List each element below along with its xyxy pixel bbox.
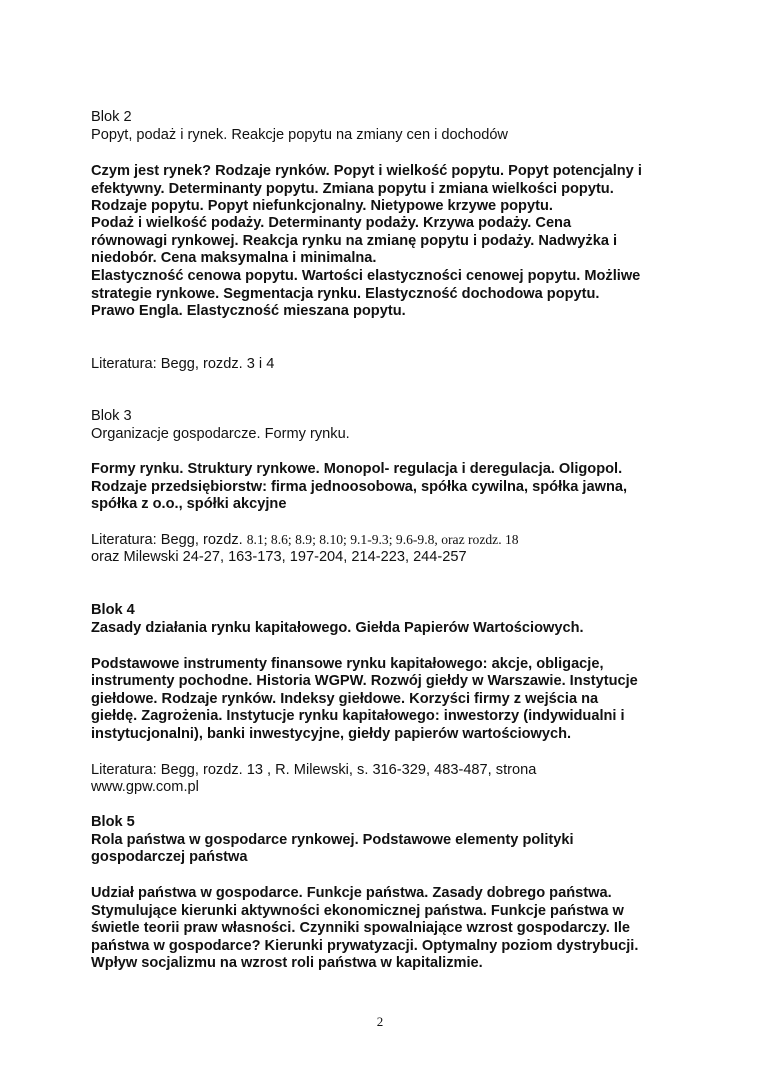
page-number: 2 — [376, 1014, 384, 1029]
blok3-literature-chapters: 8.1; 8.6; 8.9; 8.10; 9.1-9.3; 9.6-9.8, oraz rozdz. 18 — [246, 532, 519, 547]
blok4-body-line: giełdowe. Rodzaje rynków. Indeksy giełdowe. Korzyści firmy z wejścia na — [91, 691, 599, 707]
blok4-title: Zasady działania rynku kapitałowego. Giełda Papierów Wartościowych. — [91, 620, 584, 636]
blok2-body-line: Podaż i wielkość podaży. Determinanty podaży. Krzywa podaży. Cena — [91, 215, 572, 231]
blok4-heading: Blok 4 — [91, 602, 135, 618]
blok2-body-line: strategie rynkowe. Segmentacja rynku. Elastyczność dochodowa popytu. — [91, 286, 600, 302]
blok4-body-line: Podstawowe instrumenty finansowe rynku kapitałowego: akcje, obligacje, — [91, 656, 604, 672]
blok5-body-line: Wpływ socjalizmu na wzrost roli państwa w kapitalizmie. — [91, 955, 483, 971]
blok5-body-line: świetle teorii praw własności. Czynniki spowalniające wzrost gospodarczy. Ile — [91, 920, 631, 936]
blok2-body-line: Rodzaje popytu. Popyt niefunkcjonalny. Nietypowe krzywe popytu. — [91, 198, 553, 214]
blok3-body-line: Rodzaje przedsiębiorstw: firma jednoosobowa, spółka cywilna, spółka jawna, — [91, 479, 628, 495]
blok2-body-line: równowagi rynkowej. Reakcja rynku na zmianę popytu i podaży. Nadwyżka i — [91, 233, 618, 249]
blok3-literature-line2: oraz Milewski 24-27, 163-173, 197-204, 214-223, 244-257 — [91, 549, 467, 565]
blok3-literature-prefix: Literatura: Begg, rozdz. — [91, 532, 247, 548]
blok2-title: Popyt, podaż i rynek. Reakcje popytu na zmiany cen i dochodów — [91, 127, 508, 143]
blok2-body-line: efektywny. Determinanty popytu. Zmiana popytu i zmiana wielkości popytu. — [91, 181, 614, 197]
blok4-body-line: instrumenty pochodne. Historia WGPW. Rozwój giełdy w Warszawie. Instytucje — [91, 673, 638, 689]
blok2-literature: Literatura: Begg, rozdz. 3 i 4 — [91, 356, 275, 372]
blok4-body-line: instytucjonalni), banki inwestycyjne, giełdy papierów wartościowych. — [91, 726, 572, 742]
blok5-body-line: Stymulujące kierunki aktywności ekonomicznej państwa. Funkcje państwa w — [91, 903, 624, 919]
blok5-title-line: Rola państwa w gospodarce rynkowej. Podstawowe elementy polityki — [91, 832, 574, 848]
blok4-literature-link: www.gpw.com.pl — [91, 779, 199, 795]
blok3-body-line: Formy rynku. Struktury rynkowe. Monopol- regulacja i deregulacja. Oligopol. — [91, 461, 623, 477]
blok5-body-line: Udział państwa w gospodarce. Funkcje państwa. Zasady dobrego państwa. — [91, 885, 612, 901]
blok4-body-line: giełdę. Zagrożenia. Instytucje rynku kapitałowego: inwestorzy (indywidualni i — [91, 708, 625, 724]
blok2-body-line: niedobór. Cena maksymalna i minimalna. — [91, 250, 377, 266]
blok5-title-line: gospodarczej państwa — [91, 849, 248, 865]
blok3-heading: Blok 3 — [91, 408, 132, 424]
blok5-heading: Blok 5 — [91, 814, 135, 830]
blok3-literature — [91, 531, 519, 549]
blok2-body-line: Elastyczność cenowa popytu. Wartości elastyczności cenowej popytu. Możliwe — [91, 268, 641, 284]
blok3-title: Organizacje gospodarcze. Formy rynku. — [91, 426, 350, 442]
blok3-body-line: spółka z o.o., spółki akcyjne — [91, 496, 287, 512]
blok2-heading: Blok 2 — [91, 109, 132, 125]
blok2-body-line: Prawo Engla. Elastyczność mieszana popytu. — [91, 303, 406, 319]
blok2-body-line: Czym jest rynek? Rodzaje rynków. Popyt i wielkość popytu. Popyt potencjalny i — [91, 163, 642, 179]
blok5-body-line: państwa w gospodarce? Kierunki prywatyzacji. Optymalny poziom dystrybucji. — [91, 938, 639, 954]
blok4-literature: Literatura: Begg, rozdz. 13 , R. Milewski, s. 316-329, 483-487, strona — [91, 762, 537, 778]
